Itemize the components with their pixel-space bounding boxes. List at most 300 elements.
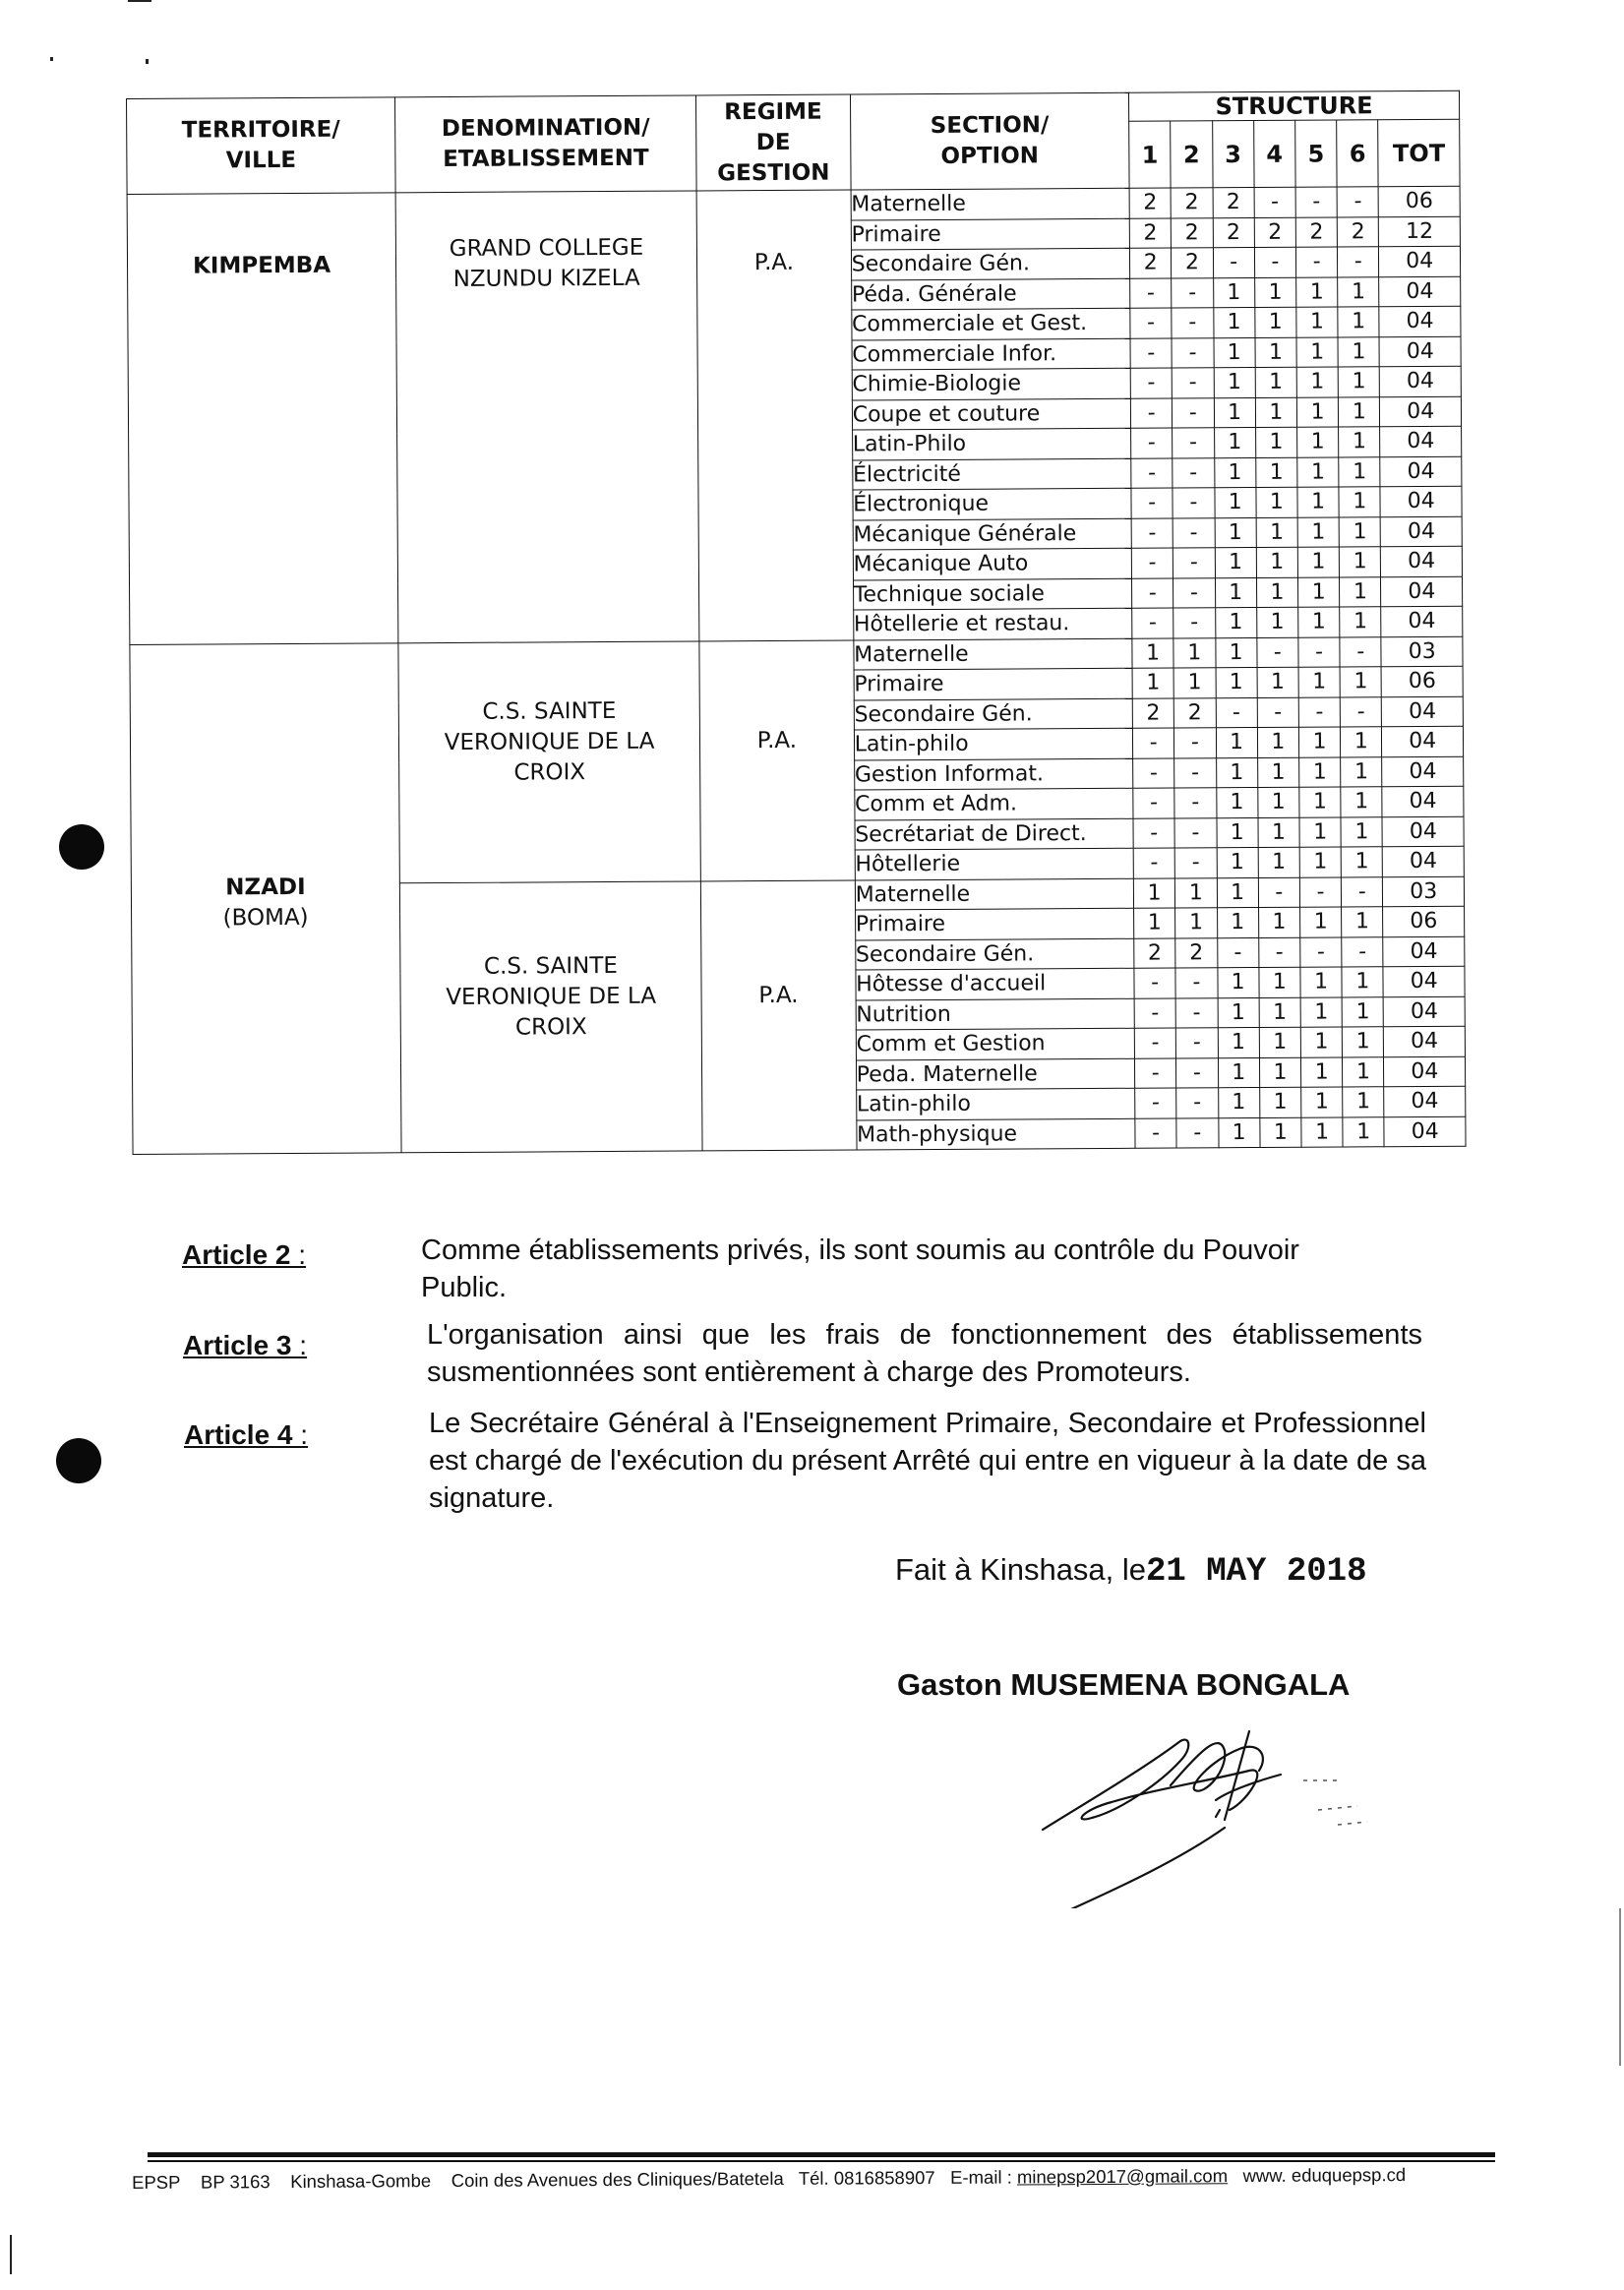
structure-count: 1 — [1300, 1056, 1342, 1087]
structure-count: - — [1299, 876, 1341, 907]
structure-count: - — [1172, 368, 1213, 398]
structure-count: - — [1134, 997, 1175, 1028]
structure-count: - — [1298, 696, 1340, 727]
structure-count: 1 — [1256, 577, 1297, 608]
structure-count: 1 — [1300, 967, 1342, 997]
header-structure: STRUCTURE — [1129, 90, 1460, 121]
structure-count: 1 — [1258, 787, 1299, 817]
structure-total: 04 — [1379, 336, 1461, 367]
structure-count: 1 — [1134, 908, 1175, 938]
structure-count: - — [1176, 1028, 1218, 1058]
structure-count: 1 — [1343, 1027, 1384, 1057]
footer-email-label: E-mail : — [950, 2166, 1012, 2188]
section-option: Comm et Adm. — [854, 788, 1133, 819]
structure-count: - — [1173, 428, 1214, 458]
structure-count: 1 — [1339, 396, 1380, 427]
footer — [132, 2164, 1406, 2194]
structure-count: 2 — [1337, 216, 1378, 247]
structure-count: 1 — [1260, 1117, 1301, 1148]
structure-count: 2 — [1129, 218, 1171, 249]
structure-count: 1 — [1339, 456, 1380, 487]
structure-count: 1 — [1296, 396, 1338, 427]
structure-count: 1 — [1255, 307, 1296, 337]
structure-count: 1 — [1215, 607, 1256, 637]
structure-count: 1 — [1342, 907, 1383, 937]
punch-hole-dot — [56, 1438, 101, 1483]
article-4-text: Le Secrétaire Général à l'Enseignement Primaire, Secondaire et Professionnel est chargé de l'exécution du présent Arrêté qui entre en vigueur à la date de sa signature. — [429, 1408, 1426, 1514]
article-4-label: Article 4 : — [184, 1419, 309, 1450]
structure-total: 04 — [1381, 516, 1463, 547]
structure-count: 1 — [1133, 877, 1174, 908]
structure-count: - — [1134, 1028, 1175, 1058]
structure-count: - — [1340, 636, 1381, 667]
structure-count: 1 — [1341, 787, 1382, 817]
structure-count: 1 — [1217, 907, 1258, 937]
scan-mark — [10, 2235, 12, 2274]
structure-count: 2 — [1175, 937, 1217, 968]
structure-count: 1 — [1132, 638, 1173, 669]
structure-count: - — [1132, 578, 1173, 609]
section-option: Secrétariat de Direct. — [855, 818, 1134, 850]
structure-count: 1 — [1173, 637, 1215, 668]
structure-count: 1 — [1338, 307, 1379, 337]
structure-count: 1 — [1132, 668, 1173, 698]
structure-total: 04 — [1380, 426, 1462, 456]
structure-total: 04 — [1382, 726, 1464, 756]
section-option: Nutrition — [856, 998, 1135, 1030]
structure-count: - — [1175, 968, 1217, 998]
structure-count: - — [1258, 937, 1299, 968]
structure-count: 1 — [1259, 997, 1300, 1028]
structure-count: - — [1130, 278, 1172, 309]
structure-count: 1 — [1296, 276, 1338, 307]
section-option: Hôtesse d'accueil — [856, 968, 1135, 999]
section-option: Secondaire Gén. — [854, 698, 1133, 730]
footer-rule — [148, 2152, 1495, 2157]
structure-count: - — [1172, 337, 1213, 368]
structure-count: 1 — [1258, 847, 1299, 877]
structure-count: - — [1130, 398, 1172, 429]
structure-count: - — [1173, 457, 1214, 488]
structure-total: 04 — [1381, 606, 1463, 636]
table-body — [127, 186, 1466, 1154]
section-option: Gestion Informat. — [854, 758, 1133, 790]
structure-count: 1 — [1217, 967, 1258, 997]
structure-count: 1 — [1255, 367, 1296, 397]
scan-mark — [146, 59, 149, 64]
structure-count: 2 — [1213, 217, 1254, 248]
footer-address: Coin des Avenues des Cliniques/Batetela — [451, 2167, 784, 2192]
structure-count: - — [1131, 548, 1173, 578]
footer-website-link[interactable]: www. eduquepsp.cd — [1242, 2164, 1407, 2187]
header-denomination: DENOMINATION/ ETABLISSEMENT — [395, 95, 697, 193]
structure-count: - — [1174, 728, 1216, 758]
structure-count: 1 — [1213, 307, 1254, 337]
structure-count: 1 — [1258, 817, 1299, 848]
structure-count: - — [1174, 848, 1216, 878]
structure-total: 04 — [1382, 816, 1464, 847]
structure-count: 1 — [1214, 367, 1255, 397]
structure-count: 1 — [1217, 847, 1258, 877]
structure-count: - — [1300, 936, 1342, 967]
footer-org: EPSP — [132, 2171, 181, 2193]
scan-mark — [128, 0, 151, 2]
article-2-label: Article 2 : — [182, 1239, 307, 1270]
section-option: Comm et Gestion — [856, 1028, 1135, 1059]
schools-structure-table — [126, 90, 1467, 1155]
structure-count: 1 — [1218, 1087, 1259, 1117]
structure-total: 03 — [1381, 636, 1463, 667]
regime-gestion: P.A. — [700, 879, 856, 1150]
structure-count: - — [1338, 247, 1379, 277]
structure-count: 1 — [1217, 817, 1258, 848]
footer-rule-thin — [148, 2160, 1495, 2162]
structure-count: 1 — [1300, 907, 1342, 937]
structure-count: 1 — [1214, 487, 1255, 517]
structure-count: 2 — [1132, 698, 1173, 729]
section-option: Mécanique Auto — [853, 548, 1132, 579]
structure-count: - — [1133, 788, 1174, 818]
structure-count: 1 — [1338, 276, 1379, 307]
structure-count: 1 — [1257, 727, 1298, 757]
structure-count: - — [1133, 848, 1174, 878]
territoire-subname: (BOMA) — [222, 905, 309, 932]
structure-count: 1 — [1256, 517, 1297, 548]
section-option: Hôtellerie — [855, 848, 1134, 879]
section-option: Secondaire Gén. — [851, 248, 1130, 279]
structure-count: 1 — [1259, 1057, 1300, 1088]
structure-count: 1 — [1299, 847, 1341, 877]
footer-email-link[interactable]: minepsp2017@gmail.com — [1016, 2165, 1229, 2188]
structure-total: 04 — [1380, 396, 1462, 427]
structure-count: 1 — [1297, 516, 1339, 547]
structure-total: 04 — [1382, 756, 1464, 787]
structure-count: 1 — [1216, 787, 1257, 817]
signer-name: Gaston MUSEMENA BONGALA — [897, 1667, 1351, 1702]
structure-count: 1 — [1342, 967, 1383, 997]
structure-count: 1 — [1216, 667, 1257, 697]
structure-count: 2 — [1254, 217, 1295, 248]
structure-count: - — [1133, 758, 1174, 789]
structure-count: 1 — [1214, 337, 1255, 368]
structure-count: 1 — [1217, 877, 1258, 908]
territoire-name: KIMPEMBA — [192, 252, 331, 279]
structure-count: - — [1213, 247, 1254, 277]
structure-count: - — [1254, 187, 1295, 217]
structure-total: 04 — [1380, 456, 1462, 487]
structure-count: 1 — [1259, 1087, 1300, 1117]
structure-count: 1 — [1257, 757, 1298, 788]
structure-count: - — [1134, 968, 1175, 998]
regime-gestion: P.A. — [696, 190, 853, 640]
section-option: Primaire — [851, 218, 1130, 250]
structure-count: 1 — [1297, 576, 1339, 607]
structure-count: - — [1340, 696, 1381, 727]
territoire-cell — [130, 642, 401, 1154]
structure-count: - — [1298, 636, 1340, 667]
structure-count: - — [1295, 187, 1337, 217]
structure-count: 1 — [1301, 1116, 1343, 1147]
structure-count: - — [1174, 757, 1216, 788]
structure-count: - — [1135, 1117, 1176, 1148]
structure-total: 04 — [1384, 1026, 1466, 1056]
structure-count: 2 — [1171, 188, 1212, 218]
structure-total: 04 — [1379, 246, 1461, 276]
section-option: Chimie-Biologie — [852, 368, 1131, 399]
section-option: Commerciale Infor. — [852, 338, 1131, 370]
structure-count: 1 — [1214, 397, 1255, 428]
structure-count: 2 — [1174, 697, 1216, 728]
structure-count: 1 — [1341, 756, 1382, 787]
structure-count: 1 — [1215, 547, 1256, 577]
structure-count: 1 — [1215, 517, 1256, 548]
structure-count: 1 — [1298, 727, 1340, 757]
structure-count: 1 — [1296, 336, 1338, 367]
section-option: Maternelle — [851, 188, 1130, 219]
section-option: Latin-philo — [854, 728, 1133, 759]
structure-count: 2 — [1172, 248, 1213, 278]
section-option: Commerciale et Gest. — [852, 308, 1131, 339]
structure-count: - — [1295, 247, 1337, 277]
structure-count: 1 — [1256, 607, 1297, 637]
structure-count: 1 — [1299, 756, 1341, 787]
structure-count: - — [1175, 997, 1217, 1028]
structure-count: 1 — [1340, 547, 1381, 577]
structure-total: 04 — [1383, 936, 1465, 967]
scan-mark — [1619, 1908, 1621, 2066]
structure-total: 04 — [1379, 306, 1461, 336]
structure-count: 2 — [1213, 187, 1254, 217]
structure-count: - — [1172, 308, 1213, 338]
article-3-label: Article 3 : — [183, 1330, 308, 1360]
structure-count: - — [1132, 728, 1173, 758]
structure-count: 1 — [1299, 816, 1341, 847]
structure-count: 1 — [1342, 996, 1383, 1027]
article-2-text: Comme établissements privés, ils sont soumis au contrôle du Pouvoir Public. — [421, 1235, 1299, 1303]
structure-total: 04 — [1381, 576, 1463, 607]
header-col-3: 3 — [1212, 120, 1254, 187]
structure-count: 1 — [1298, 607, 1340, 637]
structure-count: 1 — [1256, 457, 1297, 488]
structure-count: 1 — [1339, 516, 1380, 547]
structure-count: 1 — [1255, 337, 1296, 368]
structure-count: 2 — [1172, 217, 1213, 248]
structure-count: 1 — [1341, 847, 1382, 877]
school-name: GRAND COLLEGE NZUNDU KIZELA — [395, 191, 699, 642]
structure-count: 1 — [1175, 877, 1217, 908]
structure-count: 1 — [1340, 667, 1381, 697]
article-3-text: L'organisation ainsi que les frais de fonctionnement des établissements susmentionnées sont entièrement à charge des Promoteurs. — [427, 1319, 1422, 1388]
structure-count: 1 — [1213, 277, 1254, 308]
structure-total: 06 — [1382, 666, 1464, 696]
territoire-cell — [127, 193, 398, 644]
structure-count: - — [1217, 937, 1258, 968]
structure-count: 1 — [1343, 1056, 1384, 1087]
structure-count: 1 — [1173, 668, 1215, 698]
section-option: Secondaire Gén. — [855, 938, 1134, 970]
structure-count: 2 — [1129, 248, 1171, 278]
signature-date: 21 MAY 2018 — [1146, 1553, 1367, 1591]
structure-count: - — [1135, 1088, 1176, 1118]
section-option: Latin-philo — [856, 1088, 1135, 1119]
structure-total: 04 — [1382, 696, 1464, 727]
structure-count: 1 — [1296, 307, 1338, 337]
structure-count: 1 — [1300, 996, 1342, 1027]
section-option: Hôtellerie et restau. — [853, 608, 1132, 639]
school-name: C.S. SAINTE VERONIQUE DE LA CROIX — [399, 880, 702, 1152]
section-option: Primaire — [855, 908, 1134, 939]
section-option: Électronique — [853, 488, 1132, 519]
territoire-name: NZADI — [225, 874, 306, 901]
structure-count: - — [1131, 428, 1173, 458]
structure-count: - — [1174, 817, 1216, 848]
structure-count: - — [1133, 818, 1174, 849]
structure-total: 06 — [1379, 186, 1461, 216]
structure-count: - — [1173, 548, 1215, 578]
section-option: Maternelle — [855, 878, 1134, 910]
structure-total: 04 — [1384, 1056, 1466, 1087]
structure-count: 1 — [1341, 727, 1382, 757]
structure-count: - — [1172, 277, 1213, 308]
header-territoire: TERRITOIRE/ VILLE — [127, 97, 396, 195]
structure-count: - — [1337, 187, 1378, 217]
header-regime: REGIME DE GESTION — [696, 94, 851, 191]
structure-count: - — [1254, 247, 1295, 277]
structure-count: 1 — [1340, 607, 1381, 637]
structure-count: - — [1176, 1057, 1218, 1088]
structure-count: 1 — [1259, 967, 1300, 997]
section-option: Technique sociale — [853, 578, 1132, 610]
structure-total: 04 — [1382, 786, 1464, 816]
structure-count: 1 — [1297, 427, 1339, 457]
structure-count: 1 — [1259, 1027, 1300, 1057]
structure-count: 1 — [1341, 816, 1382, 847]
structure-count: - — [1176, 1117, 1218, 1148]
section-option: Maternelle — [854, 638, 1133, 670]
structure-count: - — [1174, 788, 1216, 818]
structure-count: - — [1130, 338, 1172, 369]
structure-count: 1 — [1297, 487, 1339, 517]
section-option: Péda. Générale — [851, 278, 1130, 310]
footer-city: Kinshasa-Gombe — [290, 2170, 432, 2193]
structure-count: 1 — [1254, 277, 1295, 308]
structure-count: - — [1342, 936, 1383, 967]
section-option: Peda. Maternelle — [856, 1058, 1135, 1090]
regime-gestion: P.A. — [699, 639, 855, 880]
structure-count: - — [1131, 458, 1173, 489]
structure-total: 04 — [1380, 486, 1462, 516]
structure-count: 1 — [1297, 456, 1339, 487]
structure-total: 04 — [1380, 366, 1462, 396]
structure-count: 1 — [1343, 1087, 1384, 1117]
punch-hole-dot — [59, 824, 104, 870]
structure-count: 1 — [1218, 997, 1259, 1028]
section-option: Latin-Philo — [852, 428, 1131, 459]
structure-count: - — [1173, 577, 1215, 608]
structure-count: 1 — [1256, 487, 1297, 517]
structure-count: 1 — [1338, 336, 1379, 367]
structure-count: - — [1131, 488, 1173, 518]
structure-count: - — [1342, 876, 1383, 907]
structure-count: 1 — [1296, 367, 1338, 397]
structure-count: 1 — [1299, 787, 1341, 817]
structure-count: 1 — [1256, 547, 1297, 577]
structure-count: 1 — [1216, 727, 1257, 757]
place-text: Fait à Kinshasa, le — [895, 1552, 1147, 1587]
structure-count: 1 — [1215, 577, 1256, 608]
structure-count: 2 — [1134, 937, 1175, 968]
structure-count: 1 — [1300, 1027, 1342, 1057]
structure-count: - — [1132, 608, 1173, 638]
structure-count: - — [1173, 488, 1214, 518]
header-col-tot: TOT — [1378, 119, 1460, 187]
structure-count: - — [1130, 368, 1172, 398]
structure-total: 04 — [1384, 996, 1466, 1027]
structure-count: 2 — [1129, 188, 1171, 218]
structure-count: - — [1130, 308, 1172, 338]
structure-total: 04 — [1384, 1086, 1466, 1116]
structure-count: - — [1173, 397, 1214, 428]
structure-count: - — [1131, 518, 1173, 549]
structure-count: 1 — [1218, 1057, 1259, 1088]
footer-tel: Tél. 0816858907 — [798, 2167, 935, 2189]
section-option: Math-physique — [857, 1118, 1136, 1150]
structure-total: 04 — [1384, 1116, 1466, 1147]
structure-count: - — [1257, 637, 1298, 668]
structure-count: - — [1176, 1088, 1218, 1118]
header-col-6: 6 — [1337, 120, 1379, 187]
structure-count: 1 — [1301, 1087, 1343, 1117]
structure-count: 1 — [1297, 547, 1339, 577]
structure-total: 04 — [1381, 546, 1463, 576]
structure-count: 1 — [1258, 907, 1299, 937]
footer-bp: BP 3163 — [200, 2171, 271, 2193]
header-col-5: 5 — [1295, 120, 1338, 187]
structure-count: 1 — [1218, 1117, 1259, 1148]
section-option: Électricité — [852, 458, 1131, 490]
structure-count: 1 — [1340, 576, 1381, 607]
structure-count: - — [1173, 517, 1214, 548]
structure-count: - — [1173, 608, 1215, 638]
structure-count: 1 — [1218, 1027, 1259, 1057]
structure-count: 1 — [1215, 637, 1256, 668]
place-and-date — [895, 1552, 1366, 1591]
header-section: SECTION/ OPTION — [850, 92, 1129, 190]
structure-count: 1 — [1339, 427, 1380, 457]
header-col-4: 4 — [1253, 120, 1295, 187]
structure-count: 1 — [1339, 487, 1380, 517]
structure-count: 1 — [1214, 457, 1255, 488]
structure-count: - — [1257, 697, 1298, 728]
section-option: Mécanique Générale — [853, 518, 1132, 550]
structure-count: 1 — [1338, 367, 1379, 397]
handwritten-signature — [1023, 1712, 1456, 1908]
header-col-1: 1 — [1129, 121, 1172, 188]
structure-count: - — [1135, 1057, 1176, 1088]
structure-count: - — [1258, 877, 1299, 908]
structure-count: 1 — [1298, 667, 1340, 697]
structure-count: 1 — [1257, 667, 1298, 697]
structure-count: 1 — [1175, 908, 1217, 938]
structure-total: 04 — [1383, 846, 1465, 876]
structure-count: - — [1216, 697, 1257, 728]
structure-total: 03 — [1383, 876, 1465, 907]
school-name: C.S. SAINTE VERONIQUE DE LA CROIX — [398, 640, 701, 882]
structure-count: 1 — [1214, 427, 1255, 457]
structure-count: 2 — [1295, 216, 1337, 247]
structure-count: 1 — [1216, 757, 1257, 788]
structure-count: 1 — [1255, 397, 1296, 428]
